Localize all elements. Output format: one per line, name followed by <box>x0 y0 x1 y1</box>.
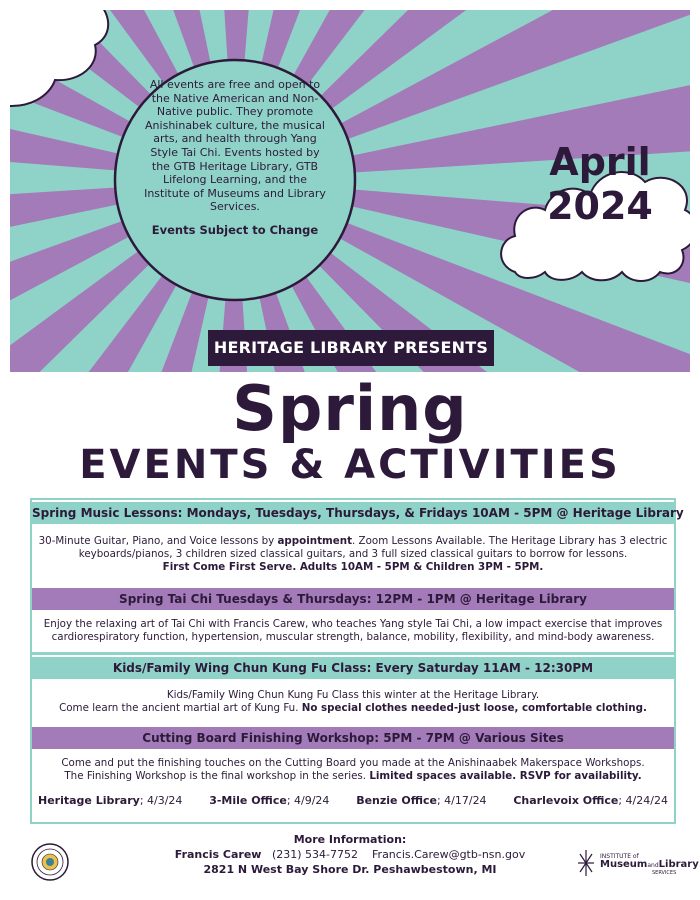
change-note: Events Subject to Change <box>151 222 319 237</box>
imls-library: Library <box>658 859 699 870</box>
event-desc-workshop <box>38 757 668 783</box>
site-name: Heritage Library <box>38 794 140 807</box>
year-label: 2024 <box>547 184 653 228</box>
date-block <box>530 140 670 228</box>
presents-banner: HERITAGE LIBRARY PRESENTS <box>208 330 494 366</box>
tribal-seal-icon <box>30 842 70 882</box>
imls-museum: Museum <box>600 859 648 870</box>
workshop-desc-line1: Come and put the finishing touches on the Cutting Board you made at the Anishinaabek Makerspace Workshops. <box>61 757 645 769</box>
events-panel <box>30 498 684 824</box>
contact-name: Francis Carew <box>174 848 262 861</box>
divider <box>32 652 674 655</box>
hero-banner <box>10 10 690 372</box>
site-date: ; 4/17/24 <box>436 794 487 807</box>
site-name: 3-Mile Office <box>209 794 287 807</box>
site-date: ; 4/24/24 <box>618 794 668 807</box>
event-desc-kungfu <box>38 689 668 715</box>
event-desc-taichi: Enjoy the relaxing art of Tai Chi with Francis Carew, who teaches Yang style Tai Chi, a low impact exercise that improves cardiorespiratory function, hypertension, muscular strength, balance, mobility, flexibility, and mind-body awareness. <box>43 618 663 643</box>
contact-email[interactable]: Francis.Carew@gtb-nsn.gov <box>372 848 526 861</box>
contact-address: 2821 N West Bay Shore Dr. Peshawbestown, MI <box>203 863 497 876</box>
music-desc-appointment: appointment <box>277 535 352 547</box>
event-heading-kungfu: Kids/Family Wing Chun Kung Fu Class: Every Saturday 11AM - 12:30PM <box>32 657 674 679</box>
page-title: Spring <box>232 372 468 445</box>
imls-line2 <box>600 859 699 870</box>
workshop-sites <box>38 794 668 807</box>
event-heading-taichi: Spring Tai Chi Tuesdays & Thursdays: 12PM - 1PM @ Heritage Library <box>32 588 674 610</box>
music-desc-part2: . Zoom Lessons Available. The Heritage Library has 3 electric keyboards/pianos, 3 children sized classical guitars, and 3 full sized classical guitars to borrow for lessons. <box>78 535 668 560</box>
site-item <box>209 794 329 807</box>
kungfu-desc-line2: Come learn the ancient martial art of Kung Fu. <box>59 702 302 714</box>
month-label: April <box>549 140 651 184</box>
workshop-desc-rsvp: Limited spaces available. RSVP for availability. <box>369 770 642 782</box>
event-heading-workshop: Cutting Board Finishing Workshop: 5PM - 7PM @ Various Sites <box>32 727 674 749</box>
site-item <box>38 794 182 807</box>
site-item <box>513 794 668 807</box>
contact-phone[interactable]: (231) 534-7752 <box>271 848 359 861</box>
kungfu-desc-line1: Kids/Family Wing Chun Kung Fu Class this winter at the Heritage Library. <box>166 689 540 701</box>
imls-line3: SERVICES <box>652 870 677 876</box>
event-heading-music: Spring Music Lessons: Mondays, Tuesdays, Thursdays, & Fridays 10AM - 5PM @ Heritage Library <box>32 502 674 524</box>
music-desc-part1: 30-Minute Guitar, Piano, and Voice lessons by <box>38 535 278 547</box>
intro-text: All events are free and open to the Native American and Non-Native public. They promote Anishinabek culture, the musical arts, and health through Yang Style Tai Chi. Events hosted by the GTB Heritage Library, GTB Lifelong Learning, and the Institute of Museums and Library Services. <box>144 78 326 214</box>
imls-line1: INSTITUTE of <box>600 853 639 860</box>
imls-and: and <box>647 862 659 869</box>
kungfu-desc-clothing: No special clothes needed-just loose, comfortable clothing. <box>301 702 647 714</box>
page-subtitle: EVENTS & ACTIVITIES <box>79 442 621 488</box>
site-name: Charlevoix Office <box>513 794 619 807</box>
site-date: ; 4/9/24 <box>286 794 330 807</box>
site-date: ; 4/3/24 <box>139 794 183 807</box>
event-desc-music <box>38 535 668 574</box>
more-info-heading: More Information: <box>293 833 407 846</box>
site-item <box>356 794 486 807</box>
intro-text-block <box>140 78 330 238</box>
music-desc-hours: First Come First Serve. Adults 10AM - 5PM & Children 3PM - 5PM. <box>162 561 544 573</box>
workshop-desc-line2: The Finishing Workshop is the final workshop in the series. <box>64 770 370 782</box>
site-name: Benzie Office <box>356 794 437 807</box>
